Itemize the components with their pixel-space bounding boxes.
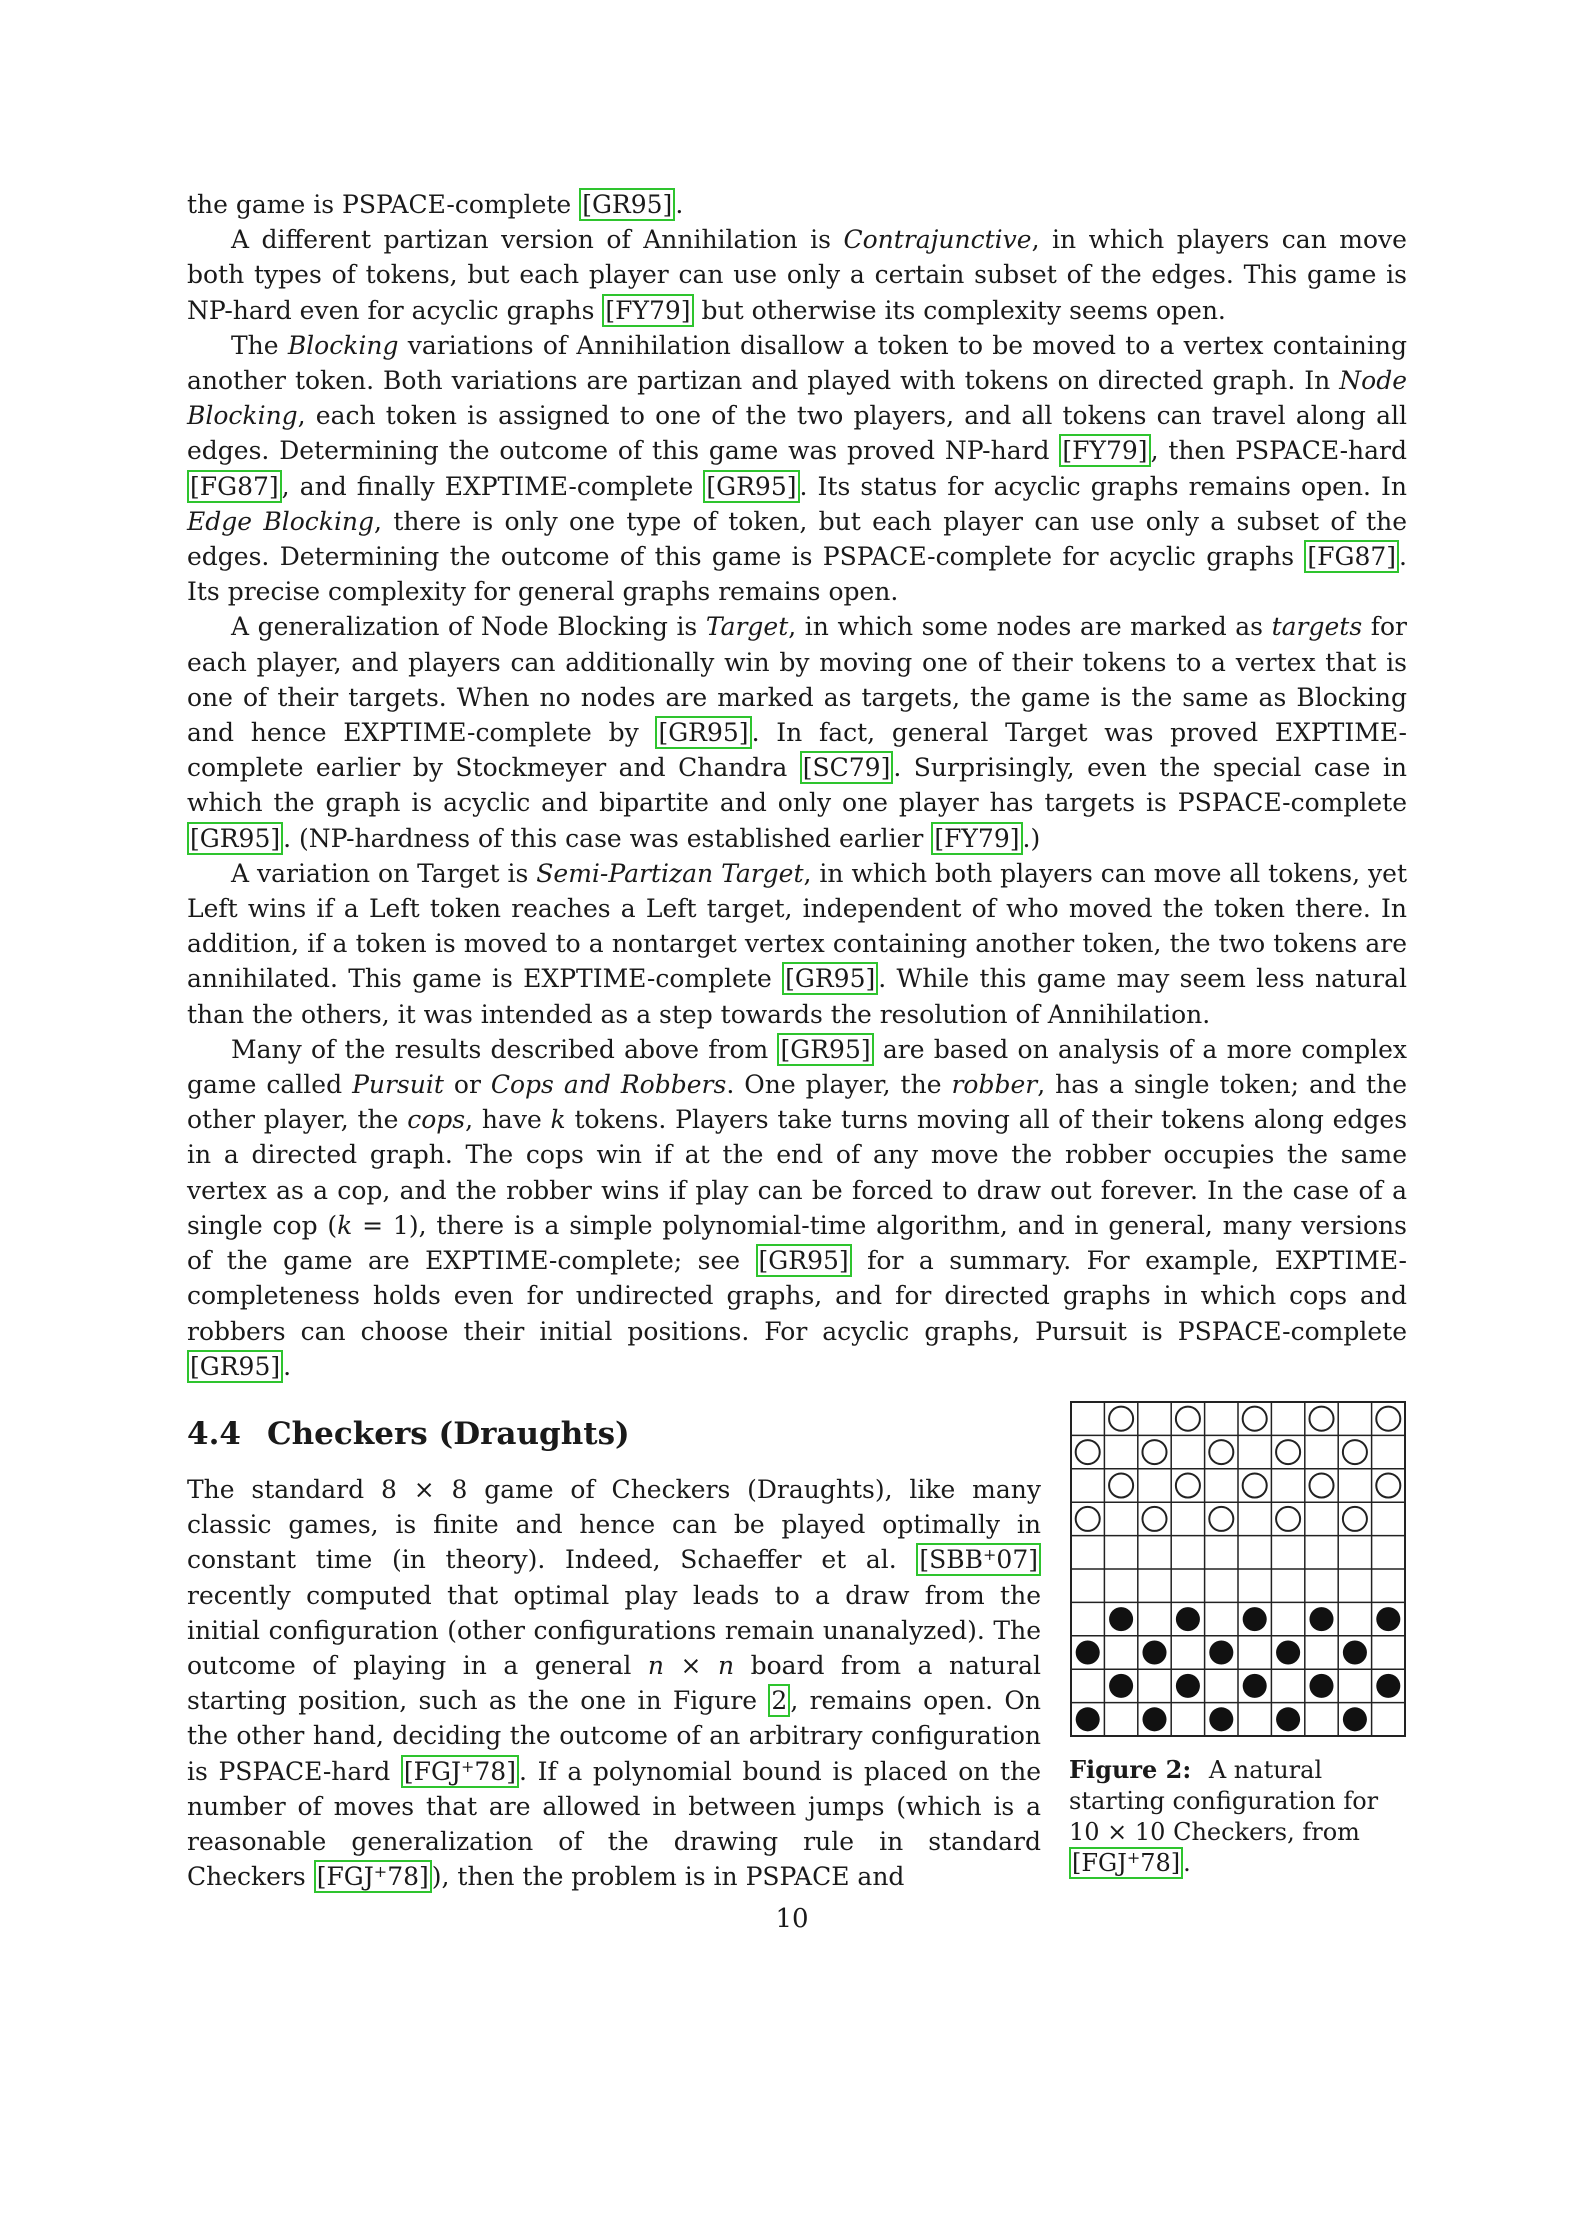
- white-piece: [1309, 1407, 1333, 1431]
- black-piece: [1243, 1674, 1267, 1698]
- black-piece: [1142, 1640, 1166, 1664]
- citation-link[interactable]: [FGJ+78]: [401, 1755, 519, 1788]
- black-piece: [1209, 1707, 1233, 1731]
- citation-link[interactable]: [SBB+07]: [916, 1543, 1041, 1576]
- black-piece: [1276, 1707, 1300, 1731]
- white-piece: [1176, 1407, 1200, 1431]
- white-piece: [1276, 1440, 1300, 1464]
- citation-link[interactable]: [GR95]: [655, 716, 751, 749]
- white-piece: [1243, 1473, 1267, 1497]
- white-piece: [1109, 1473, 1133, 1497]
- white-piece: [1343, 1507, 1367, 1531]
- citation-link[interactable]: [GR95]: [187, 822, 283, 855]
- citation-link[interactable]: [GR95]: [756, 1244, 852, 1277]
- white-piece: [1376, 1473, 1400, 1497]
- white-piece: [1243, 1407, 1267, 1431]
- citation-link[interactable]: [FGJ+78]: [1069, 1847, 1183, 1879]
- white-piece: [1109, 1407, 1133, 1431]
- black-piece: [1276, 1640, 1300, 1664]
- white-piece: [1076, 1440, 1100, 1464]
- paragraph: Many of the results described above from [GR95] are based on analysis of a more complex game called Pursuit or Cops and Robbers. One player, the robber, has a single token; and the other player, the cops, have k tokens. Players take turns moving all of their tokens along edges in a directed graph. The cops win if at the end of any move the robber occupies the same vertex as a cop, and the robber wins if play can be forced to draw out forever. In the case of a single cop (k = 1), there is a simple polynomial-time algorithm, and in general, many versions of the game are EXPTIME-complete; see [GR95] for a summary. For example, EXPTIME-completeness holds even for undirected graphs, and for directed graphs in which cops and robbers can choose their initial positions. For acyclic graphs, Pursuit is PSPACE-complete [GR95] .: [187, 1034, 1408, 1381]
- citation-link[interactable]: [GR95]: [777, 1033, 873, 1066]
- white-piece: [1142, 1507, 1166, 1531]
- citation-link[interactable]: [GR95]: [703, 470, 799, 503]
- paragraph: A different partizan version of Annihilation is Contrajunctive, in which players can move both types of tokens, but each player can use only a certain subset of the edges. This game is NP-hard even for acyclic graphs [FY79] but otherwise its complexity seems open.: [187, 225, 1407, 325]
- paragraph: A generalization of Node Blocking is Target, in which some nodes are marked as targets for each player, and players can additionally win by moving one of their tokens to a vertex that is one of their targets. When no nodes are marked as targets, the game is the same as Blocking and hence EXPTIME-complete by [GR95] . In fact, general Target was proved EXPTIME-complete earlier by Stockmeyer and Chandra [SC79] . Surprisingly, even the special case in which the graph is acyclic and bipartite and only one player has targets is PSPACE-complete [GR95] . (NP-hardness of this case was established earlier [FY79] .): [187, 612, 1408, 853]
- black-piece: [1176, 1607, 1200, 1631]
- section-body: [187, 1472, 1041, 1894]
- black-piece: [1076, 1707, 1100, 1731]
- citation-link[interactable]: [SC79]: [800, 751, 894, 784]
- section-number: 4.4: [187, 1415, 241, 1452]
- black-piece: [1376, 1607, 1400, 1631]
- black-piece: [1309, 1607, 1333, 1631]
- black-piece: [1309, 1674, 1333, 1698]
- citation-link[interactable]: [FGJ+78]: [314, 1860, 432, 1893]
- section-title: Checkers (Draughts): [266, 1415, 630, 1452]
- page-body: [187, 187, 1408, 1892]
- paragraph: A variation on Target is Semi-Partizan Target, in which both players can move all tokens, yet Left wins if a Left token reaches a Left target, independent of who moved the token there. In addition, if a token is moved to a nontarget vertex containing another token, the two tokens are annihilated. This game is EXPTIME-complete [GR95] . While this game may seem less natural than the others, it was intended as a step towards the resolution of Annihilation.: [187, 858, 1407, 1029]
- black-piece: [1109, 1674, 1133, 1698]
- section-heading: [187, 1414, 1041, 1454]
- figure-caption: Figure 2: A natural starting configuration for 10 × 10 Checkers, from [FGJ+78] .: [1069, 1754, 1379, 1877]
- black-piece: [1176, 1674, 1200, 1698]
- black-piece: [1209, 1640, 1233, 1664]
- checkers-board: [1069, 1400, 1407, 1738]
- section-text-column: [187, 1414, 1041, 1894]
- citation-link[interactable]: [FY79]: [931, 822, 1022, 855]
- white-piece: [1142, 1440, 1166, 1464]
- paragraph: The standard 8 × 8 game of Checkers (Draughts), like many classic games, is finite and hence can be played optimally in constant time (in theory). Indeed, Schaeffer et al. [SBB+07] recently computed that optimal play leads to a draw from the initial configuration (other configurations remain unanalyzed). The outcome of playing in a general n × n board from a natural starting position, such as the one in Figure 2 , remains open. On the other hand, deciding the outcome of an arbitrary configuration is PSPACE-hard [FGJ+78] . If a polynomial bound is placed on the number of moves that are allowed in between jumps (which is a reasonable generalization of the drawing rule in standard Checkers [FGJ+78] ), then the problem is in PSPACE and: [187, 1474, 1041, 1892]
- body-text: [187, 187, 1407, 1384]
- white-piece: [1276, 1507, 1300, 1531]
- white-piece: [1209, 1507, 1233, 1531]
- white-piece: [1309, 1473, 1333, 1497]
- black-piece: [1343, 1707, 1367, 1731]
- paragraph: The Blocking variations of Annihilation disallow a token to be moved to a vertex containing another token. Both variations are partizan and played with tokens on directed graph. In Node Blocking, each token is assigned to one of the two players, and all tokens can travel along all edges. Determining the outcome of this game was proved NP-hard [FY79] , then PSPACE-hard [FG87] , and finally EXPTIME-complete [GR95] . Its status for acyclic graphs remains open. In Edge Blocking, there is only one type of token, but each player can use only a subset of the edges. Determining the outcome of this game is PSPACE-complete for acyclic graphs [FG87] . Its precise complexity for general graphs remains open.: [187, 330, 1408, 607]
- black-piece: [1376, 1674, 1400, 1698]
- white-piece: [1076, 1507, 1100, 1531]
- paragraph: the game is PSPACE-complete [GR95] .: [187, 190, 684, 219]
- white-piece: [1376, 1407, 1400, 1431]
- citation-link[interactable]: [FG87]: [1304, 540, 1399, 573]
- citation-link[interactable]: [FY79]: [602, 294, 693, 327]
- black-piece: [1343, 1640, 1367, 1664]
- black-piece: [1243, 1607, 1267, 1631]
- white-piece: [1209, 1440, 1233, 1464]
- page-number: 10: [775, 1904, 809, 1934]
- citation-link[interactable]: [FY79]: [1059, 434, 1150, 467]
- white-piece: [1176, 1473, 1200, 1497]
- white-piece: [1343, 1440, 1367, 1464]
- figure-ref-link[interactable]: 2: [768, 1684, 790, 1717]
- figure-2: [1069, 1400, 1407, 1879]
- section-checkers: [187, 1414, 1407, 1892]
- citation-link[interactable]: [GR95]: [579, 188, 675, 221]
- citation-link[interactable]: [GR95]: [187, 1350, 283, 1383]
- black-piece: [1142, 1707, 1166, 1731]
- black-piece: [1076, 1640, 1100, 1664]
- citation-link[interactable]: [FG87]: [187, 470, 282, 503]
- black-piece: [1109, 1607, 1133, 1631]
- citation-link[interactable]: [GR95]: [782, 962, 878, 995]
